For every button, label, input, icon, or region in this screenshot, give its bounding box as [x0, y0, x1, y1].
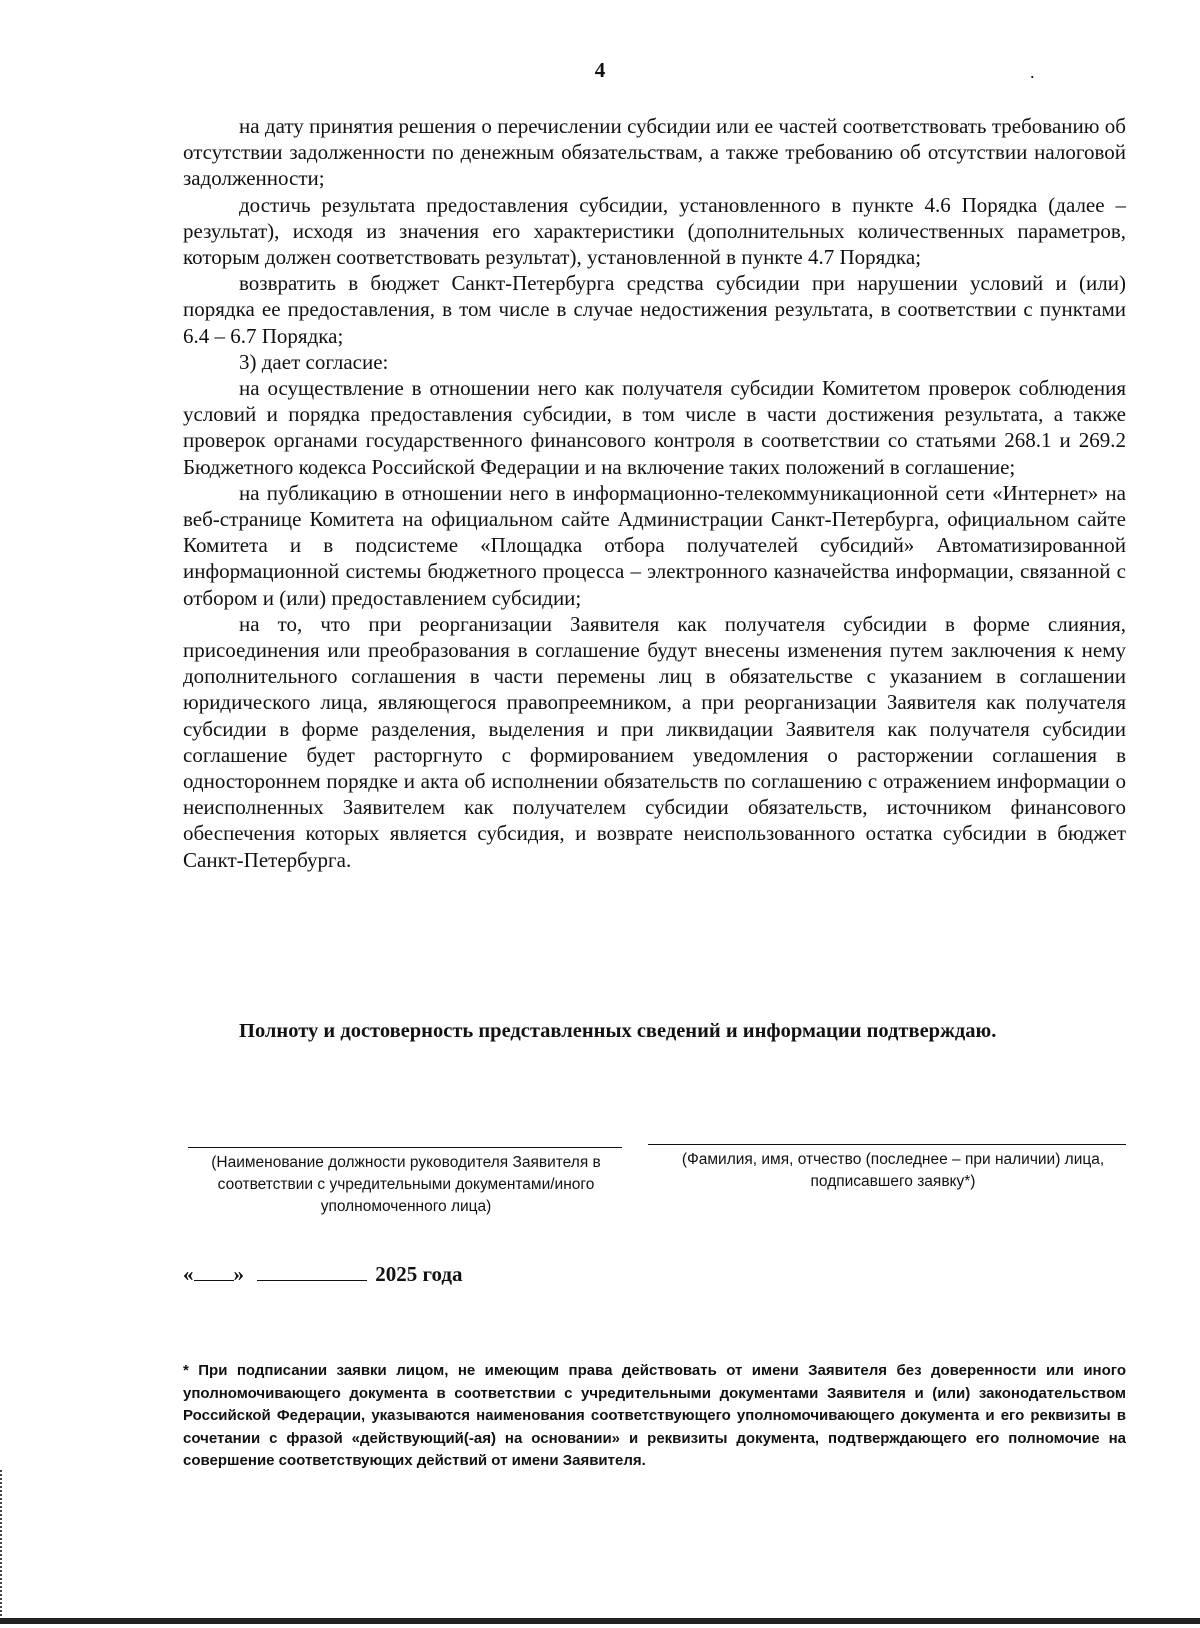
footnote: * При подписании заявки лицом, не имеющим права действовать от имени Заявителя без доверенности или иного уполномочивающего документа в соответствии с учредительными документами Заявителя и (или) законодательством Российской Федерации, указываются наименования соответствующего уполномочивающего документа и его реквизиты в сочетании с фразой «действующий(-ая) на основании» и реквизиты документа, подтверждающего его полномочие на совершение соответствующих действий от имени Заявителя.: [183, 1362, 1126, 1469]
date-day-blank: [194, 1280, 234, 1281]
paragraph-consent-publication: на публикацию в отношении него в информационно-телекоммуникационной сети «Интернет» на веб-странице Комитета на официальном сайте Администрации Санкт-Петербурга, официальном сайте Комитета и в подсистеме «Площадка отбора получателей субсидий» Автоматизированной информационной системы бюджетного процесса – электронного казначейства информации, связанной с отбором и (или) предоставлением субсидии;: [183, 480, 1126, 610]
paragraph-debt-requirement: на дату принятия решения о перечислении субсидии или ее частей соответствовать требованию об отсутствии задолженности по денежным обязательствам, а также требованию об отсутствии налоговой задолженности;: [183, 114, 1126, 191]
paragraph-consent-heading: 3) дает согласие:: [239, 349, 389, 374]
paragraph-achieve-result: достичь результата предоставления субсидии, установленного в пункте 4.6 Порядка (далее – результат), исходя из значения его характеристики (дополнительных количественных параметров, которым должен соответствовать результат), установленной в пункте 4.7 Порядка;: [183, 192, 1126, 270]
signature-caption-position: (Наименование должности руководителя Заявителя в соответствии с учредительными документами/иного уполномоченного лица): [211, 1154, 601, 1215]
date-month-blank: [257, 1280, 367, 1281]
paragraph-return-funds: возвратить в бюджет Санкт-Петербурга средства субсидии при нарушении условий и (или) порядка ее предоставления, в том числе в случае недостижения результата, в соответствии с пунктами 6.4 – 6.7 Порядка;: [183, 271, 1126, 348]
body-text: [183, 113, 1126, 873]
confirmation-statement: Полноту и достоверность представленных сведений и информации подтверждаю.: [239, 1020, 997, 1042]
date-close-quote: »: [233, 1262, 244, 1286]
date-open-quote: «: [183, 1262, 194, 1286]
paragraph-consent-inspections: на осуществление в отношении него как получателя субсидии Комитетом проверок соблюдения условий и порядка предоставления субсидии, в том числе в части достижения результата, а также проверок органами государственного финансового контроля в соответствии со статьями 268.1 и 269.2 Бюджетного кодекса Российской Федерации и на включение таких положений в соглашение;: [183, 376, 1126, 479]
date-line: [183, 1262, 463, 1287]
signature-caption-name: (Фамилия, имя, отчество (последнее – при наличии) лица, подписавшего заявку*): [681, 1151, 1105, 1190]
page-number: 4: [594, 58, 606, 82]
scan-bottom-edge: [0, 1618, 1200, 1624]
scan-edge-specks: [0, 1470, 5, 1620]
date-year: 2025 года: [375, 1262, 463, 1286]
signature-line-position: [188, 1147, 622, 1148]
signature-line-name: [648, 1144, 1126, 1145]
paragraph-consent-reorganization: на то, что при реорганизации Заявителя как получателя субсидии в форме слияния, присоединения или преобразования в соглашение будут внесены изменения путем заключения к нему дополнительного соглашения в части перемены лиц в обязательстве с указанием в соглашении юридического лица, являющегося правопреемником, а при реорганизации Заявителя как получателя субсидии в форме разделения, выделения и при ликвидации Заявителя как получателя субсидии соглашение будет расторгнуто с формированием уведомления о расторжении соглашения в одностороннем порядке и акта об исполнении обязательств по соглашению с отражением информации о неисполненных Заявителем как получателем субсидии обязательств, источником финансового обеспечения которых является субсидия, и возврате неиспользованного остатка субсидии в бюджет Санкт-Петербурга.: [183, 611, 1126, 872]
scan-dot: .: [1030, 62, 1035, 82]
